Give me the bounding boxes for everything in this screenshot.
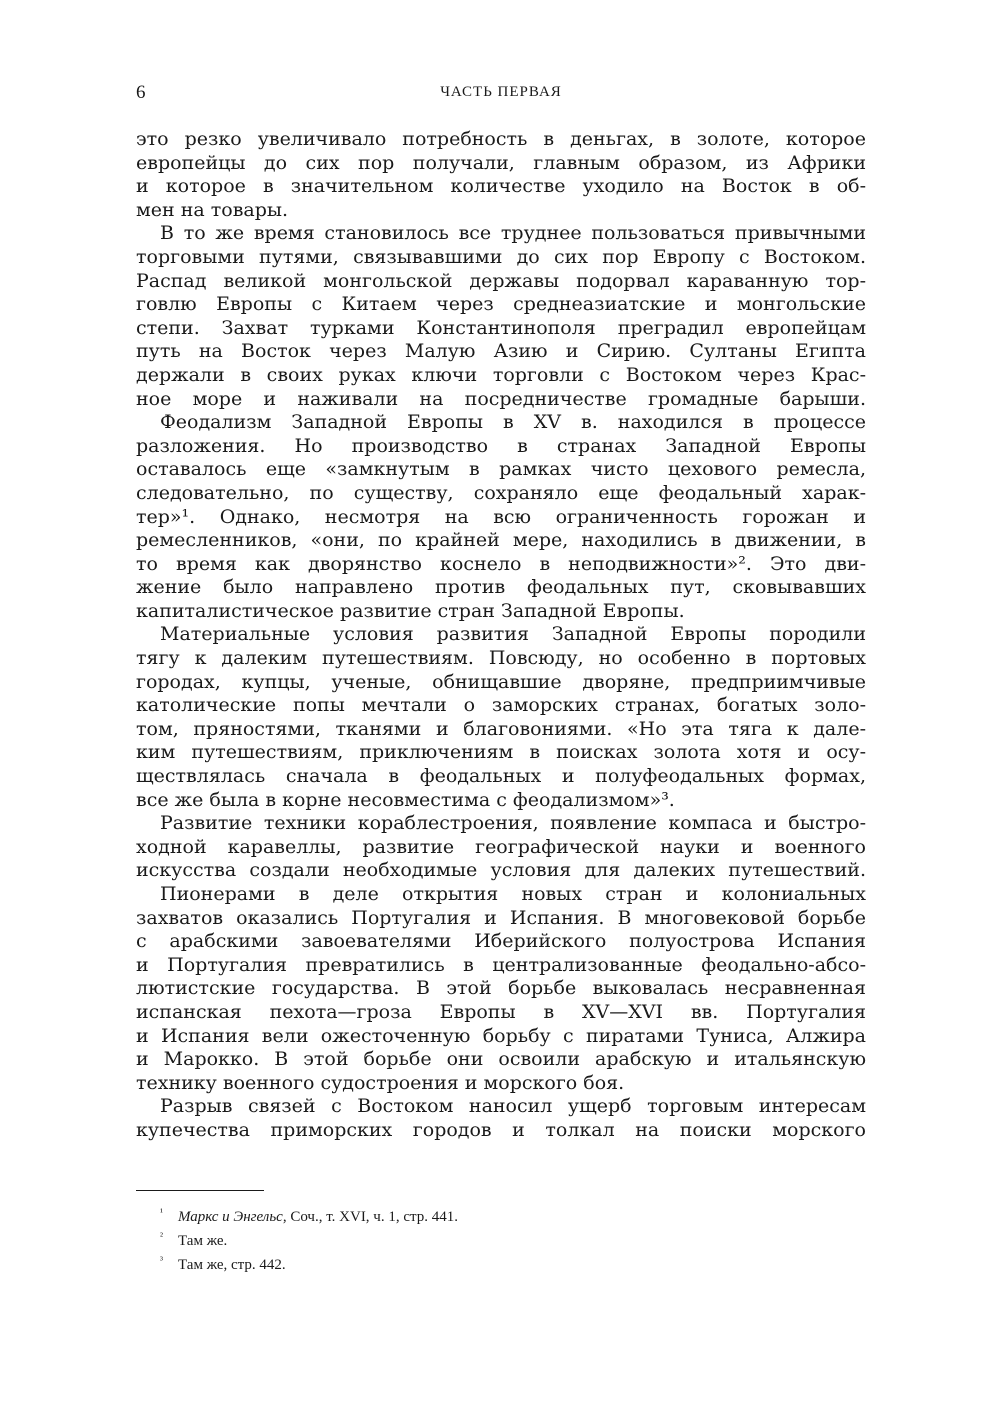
text-line: технику военного судостроения и морского боя. [136, 1071, 625, 1094]
text-line: ремесленников, «они, по крайней мере, находились в движении, в [136, 529, 866, 552]
text-line: и Португалия превратились в централизованные феодально-абсо- [136, 953, 866, 976]
footnote-rule [136, 1190, 264, 1191]
text-line: разложения. Но производство в странах Западной Европы [136, 434, 866, 457]
text-line: Феодализм Западной Европы в XV в. находился в процессе [160, 411, 866, 434]
footnote-text: Там же, стр. 442. [178, 1257, 286, 1273]
text-line: ное море и наживали на посредничестве громадные барыши. [136, 387, 866, 410]
text-line: оставалось еще «замкнутым в рамках чисто цехового ремесла, [136, 458, 866, 481]
text-line: жение было направлено против феодальных пут, сковывавших [136, 576, 866, 599]
text-line: католические попы мечтали о заморских странах, богатых золо- [136, 694, 866, 717]
body-text [136, 128, 866, 1143]
text-line: путь на Восток через Малую Азию и Сирию. Султаны Египта [136, 340, 866, 363]
running-title: ЧАСТЬ ПЕРВАЯ [440, 84, 562, 100]
running-head [136, 82, 866, 108]
text-line: европейцы до сих пор получали, главным образом, из Африки [136, 151, 866, 174]
text-line: искусства создали необходимые условия для далеких путешествий. [136, 859, 866, 882]
text-line: Материальные условия развития Западной Европы породили [160, 623, 866, 646]
footnote-text: Там же. [178, 1233, 228, 1249]
text-line: том, пряностями, тканями и благовониями. «Но эта тяга к дале- [136, 717, 866, 740]
text-line: захватов оказались Португалия и Испания. В многовековой борьбе [136, 906, 866, 929]
text-line: капиталистическое развитие стран Западной Европы. [136, 599, 685, 622]
text-line: ким путешествиям, приключениям в поисках золота хотя и осу- [136, 741, 866, 764]
text-line: мен на товары. [136, 198, 289, 221]
footnote-text: , Соч., т. XVI, ч. 1, стр. 441. [282, 1209, 459, 1225]
text-line: говлю Европы с Китаем через среднеазиатские и монгольские [136, 293, 866, 316]
text-line: лютистские государства. В этой борьбе выковалась несравненная [136, 977, 866, 1000]
footnotes [160, 1205, 860, 1277]
text-line: следовательно, по существу, сохраняло еще феодальный харак- [136, 481, 866, 504]
footnote-author: Маркс и Энгельс [178, 1209, 283, 1225]
text-line: тер»¹. Однако, несмотря на всю ограниченность горожан и [136, 505, 866, 528]
text-line: степи. Захват турками Константинополя преградил европейцам [136, 316, 866, 339]
text-line: держали в своих руках ключи торговли с Востоком через Крас- [136, 363, 866, 386]
text-line: купечества приморских городов и толкал на поиски морского [136, 1118, 866, 1141]
text-line: торговыми путями, связывавшими до сих пор Европу с Востоком. [136, 245, 866, 268]
text-line: тягу к далеким путешествиям. Повсюду, но особенно в портовых [136, 647, 866, 670]
page-number: 6 [136, 82, 146, 103]
text-line: Пионерами в деле открытия новых стран и колониальных [160, 883, 866, 905]
text-line: испанская пехота—гроза Европы в XV—XVI вв. Португалия [136, 1000, 866, 1023]
text-line: это резко увеличивало потребность в деньгах, в золоте, которое [136, 128, 866, 150]
text-line: Разрыв связей с Востоком наносил ущерб торговым интересам [160, 1095, 866, 1118]
text-line: и Испания вели ожесточенную борьбу с пиратами Туниса, Алжира [136, 1024, 866, 1047]
text-line: ходной каравеллы, развитие географической науки и военного [136, 835, 866, 858]
text-line: с арабскими завоевателями Иберийского полуострова Испания [136, 930, 866, 953]
footnote: ¹ Маркс и Энгельс, Соч., т. XVI, ч. 1, стр. 441. [160, 1207, 459, 1225]
text-line: Распад великой монгольской державы подорвал караванную тор- [136, 269, 866, 292]
text-line: все же была в корне несовместима с феодализмом»³. [136, 788, 675, 811]
text-line: то время как дворянство коснело в неподвижности»². Это дви- [136, 552, 866, 575]
footnote: ² Там же. [160, 1231, 228, 1249]
text-line: В то же время становилось все труднее пользоваться привычными [160, 222, 866, 245]
text-line: Развитие техники кораблестроения, появление компаса и быстро- [160, 812, 866, 835]
text-line: и которое в значительном количестве уходило на Восток в об- [136, 175, 866, 198]
text-line: ществлялась сначала в феодальных и полуфеодальных формах, [136, 765, 866, 788]
text-line: городах, купцы, ученые, обнищавшие дворяне, предприимчивые [136, 670, 866, 693]
footnote: ³ Там же, стр. 442. [160, 1255, 286, 1273]
text-line: и Марокко. В этой борьбе они освоили арабскую и итальянскую [136, 1048, 866, 1071]
